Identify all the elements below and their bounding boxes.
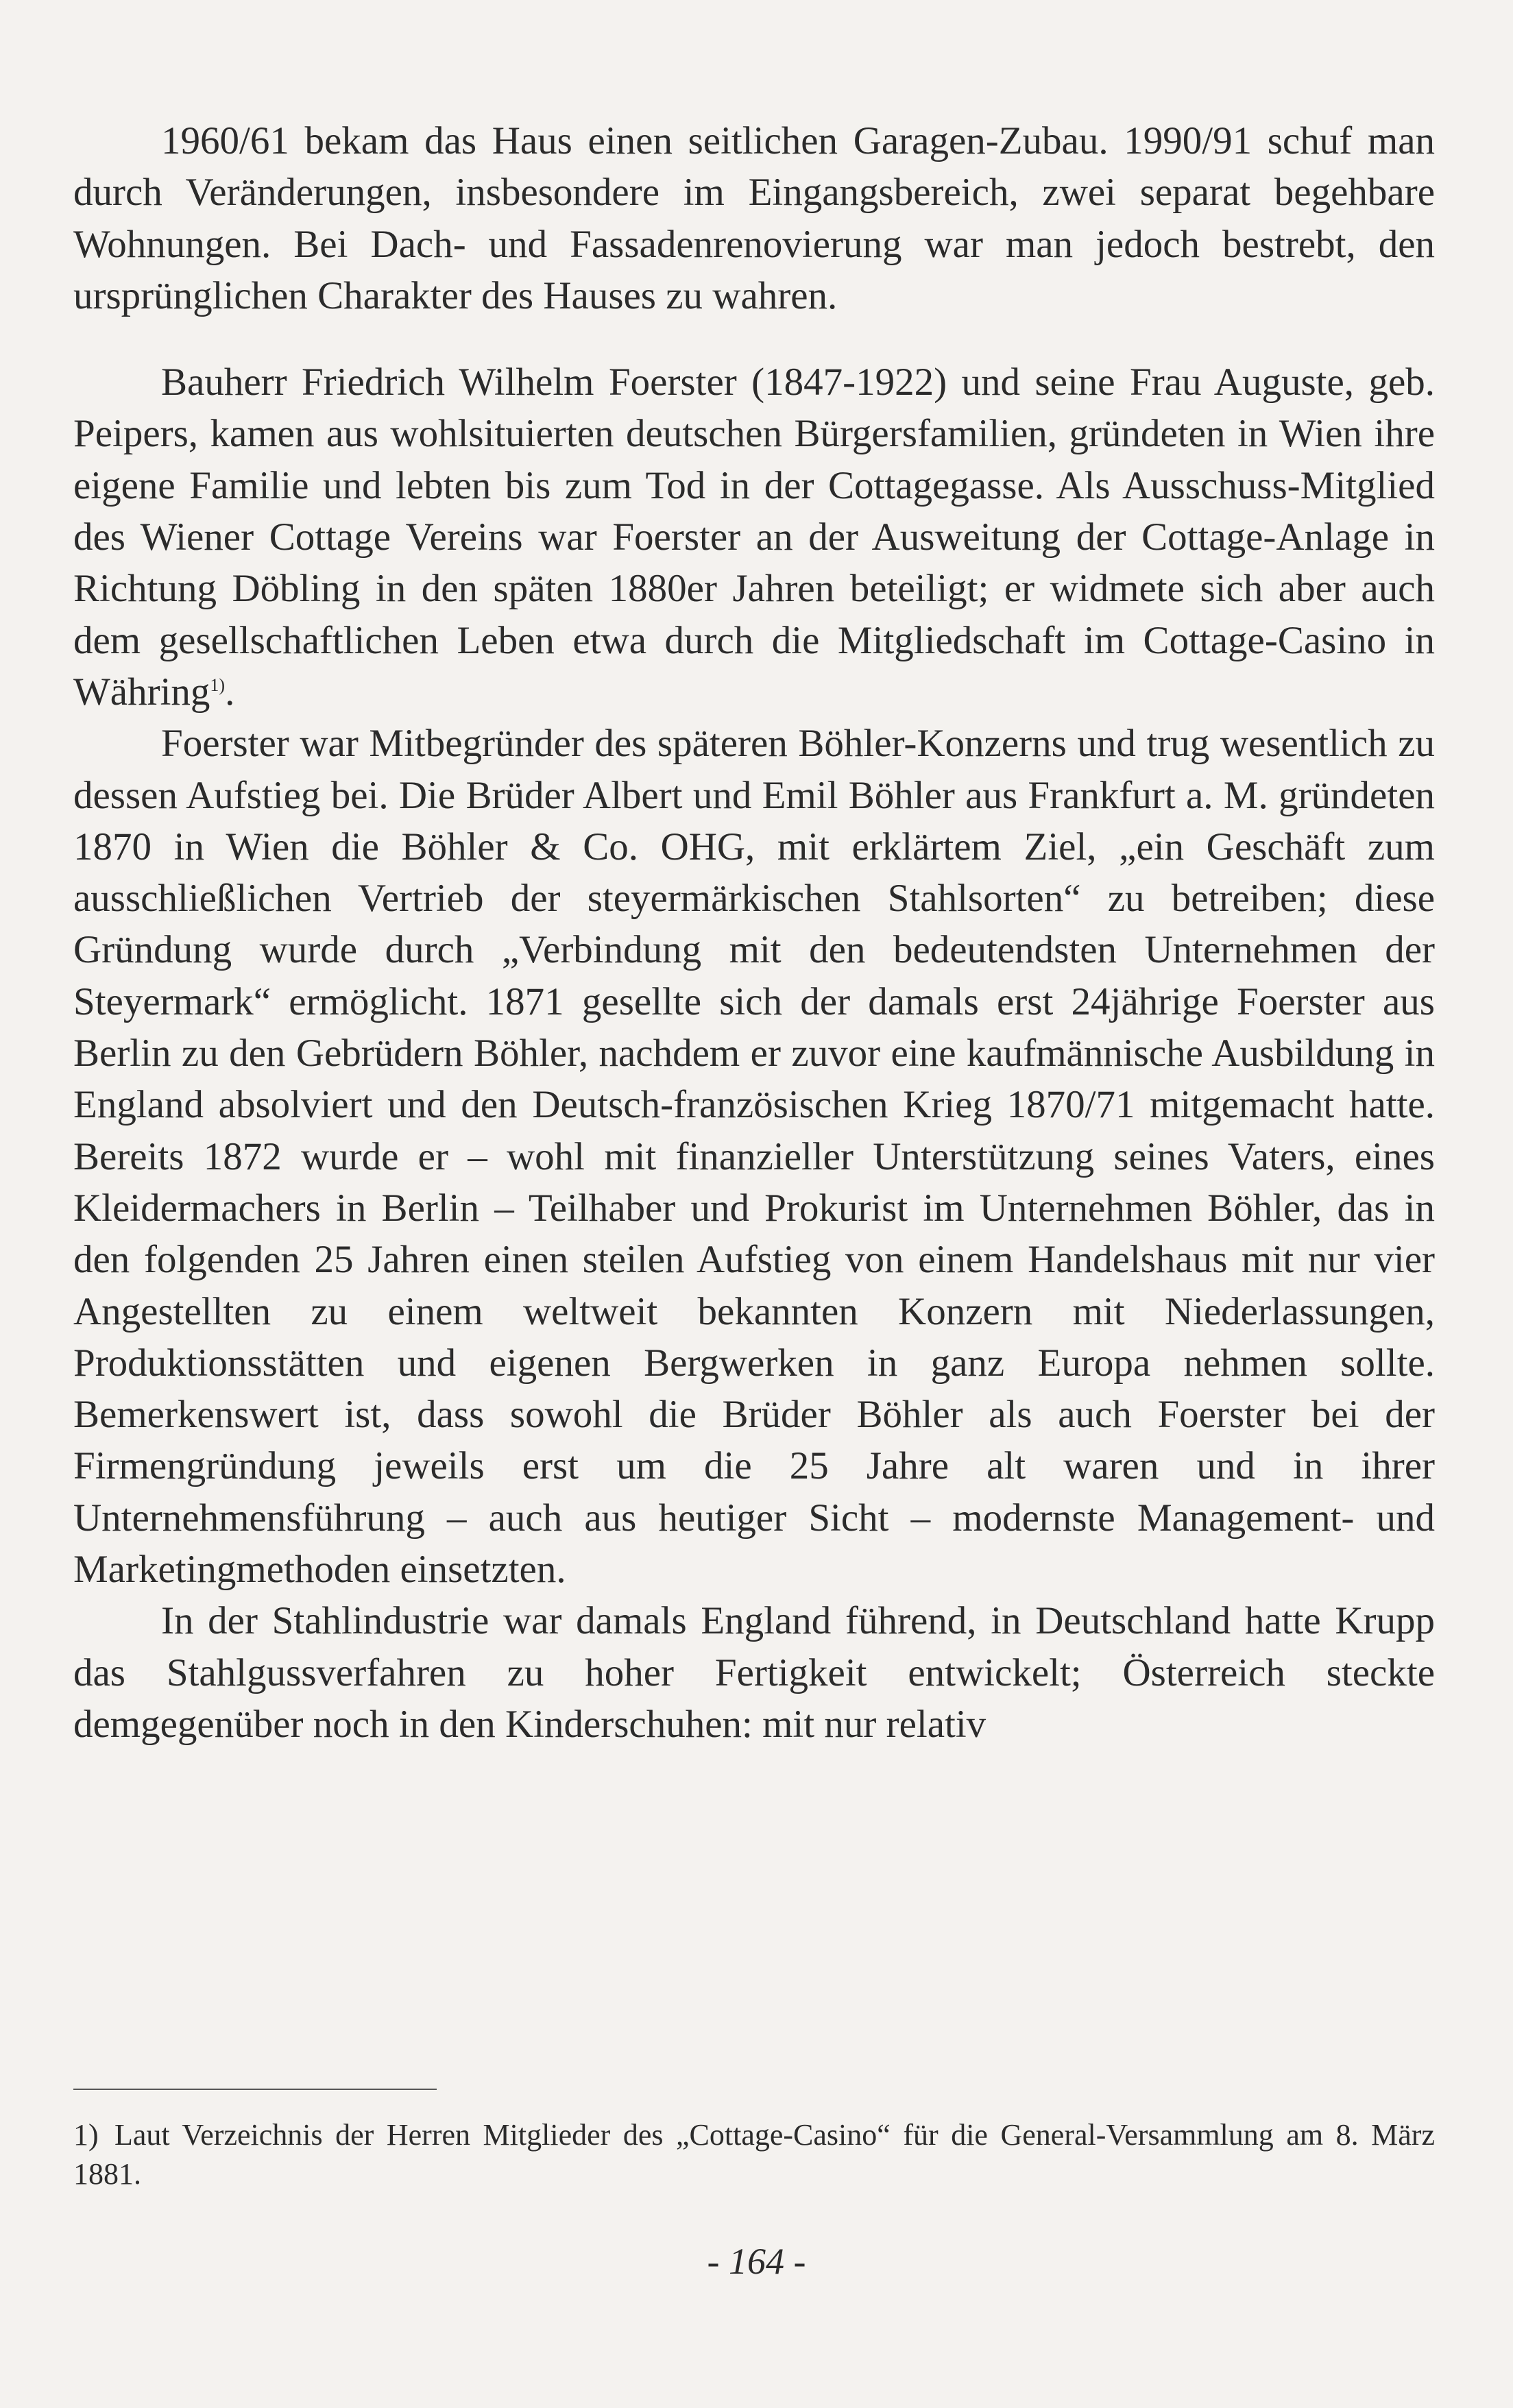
paragraph-2-text: Bauherr Friedrich Wilhelm Foerster (1847-1922) und seine Frau Auguste, geb. Peipers, kamen aus wohlsituierten deutschen Bürgersfamilien, gründeten in Wien ihre eigene Familie und lebten bis zum Tod in der Cottagegasse. Als Ausschuss-Mitglied des Wiener Cottage Vereins war Foerster an der Ausweitung der Cottage-Anlage in Richtung Döbling in den späten 1880er Jahren beteiligt; er widmete sich aber auch dem gesellschaftlichen Leben etwa durch die Mitgliedschaft im Cottage-Casino in Währing [73,361,1435,714]
page-number: - 164 - [707,2241,806,2282]
footnote-reference: 1) [210,674,226,695]
paragraph-2 [73,356,1435,718]
paragraph-3: Foerster war Mitbegründer des späteren Böhler-Konzerns und trug wesentlich zu dessen Aufstieg bei. Die Brüder Albert und Emil Böhler aus Frankfurt a. M. gründeten 1870 in Wien die Böhler & Co. OHG, mit erklärtem Ziel, „ein Geschäft zum ausschließlichen Vertrieb der steyermärkischen Stahlsorten“ zu betreiben; diese Gründung wurde durch „Verbindung mit den bedeutendsten Unternehmen der Steyermark“ ermöglicht. 1871 gesellte sich der damals erst 24jährige Foerster aus Berlin zu den Gebrüdern Böhler, nachdem er zuvor eine kaufmännische Ausbildung in England absolviert und den Deutsch-französischen Krieg 1870/71 mitgemacht hatte. Bereits 1872 wurde er – wohl mit finanzieller Unterstützung seines Vaters, eines Kleidermachers in Berlin – Teilhaber und Prokurist im Unternehmen Böhler, das in den folgenden 25 Jahren einen steilen Aufstieg von einem Handelshaus mit nur vier Angestellten zu einem weltweit bekannten Konzern mit Niederlassungen, Produktionsstätten und eigenen Bergwerken in ganz Europa nehmen sollte. Bemerkenswert ist, dass sowohl die Brüder Böhler als auch Foerster bei der Firmengründung jeweils erst um die 25 Jahre alt waren und in ihrer Unternehmensführung – auch aus heutiger Sicht – modernste Management- und Marketingmethoden einsetzten. [73,722,1435,1592]
footnote-divider [73,2089,437,2090]
body-text [73,115,1435,1750]
footnote-text: Laut Verzeichnis der Herren Mitglieder des „Cottage-Casino“ für die General-Versammlung am 8. März 1881. [73,2118,1435,2191]
paragraph-4: In der Stahlindustrie war damals England führend, in Deutschland hatte Krupp das Stahlgussverfahren zu hoher Fertigkeit entwickelt; Österreich steckte demgegenüber noch in den Kinderschuhen: mit nur relativ [73,1599,1435,1746]
footnote [73,2115,1435,2193]
paragraph-1: 1960/61 bekam das Haus einen seitlichen Garagen-Zubau. 1990/91 schuf man durch Veränderungen, insbesondere im Eingangsbereich, zwei separat begehbare Wohnungen. Bei Dach- und Fassadenrenovierung war man jedoch bestrebt, den ursprünglichen Charakter des Hauses zu wahren. [73,119,1435,317]
footnote-number: 1) [73,2118,99,2152]
footnote-reference-period: . [225,670,235,714]
